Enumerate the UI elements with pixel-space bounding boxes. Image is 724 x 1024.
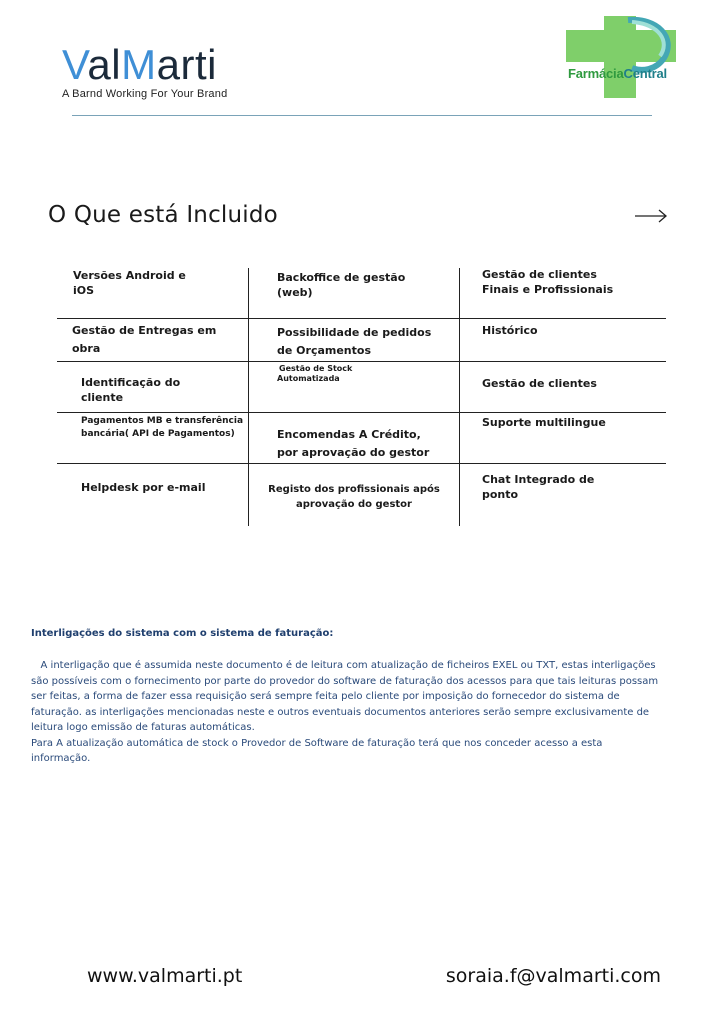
feature-line: Backoffice de gestão (277, 271, 406, 284)
feature-cell (482, 376, 597, 391)
feature-line: Suporte multilingue (482, 416, 606, 429)
feature-line: Finais e Profissionais (482, 283, 614, 296)
grid-hline-3 (57, 412, 666, 413)
feature-line: Registo dos profissionais após (268, 484, 440, 495)
feature-cell (81, 375, 180, 405)
feature-line: (web) (277, 286, 313, 299)
brand-letter-m: M (121, 41, 157, 88)
feature-line: Gestão de Entregas em (72, 324, 217, 337)
grid-hline-4 (57, 463, 666, 464)
header-divider (72, 115, 652, 116)
feature-cell (73, 268, 186, 298)
feature-line: ponto (482, 488, 519, 501)
feature-line: Helpdesk por e-mail (81, 481, 206, 494)
integration-paragraph (31, 658, 691, 767)
grid-vline-1 (248, 268, 249, 526)
paragraph-line: ser feitas, a forma de fazer essa requisição será sempre feita pelo cliente por imposição do fornecedor do sistema de (31, 691, 620, 702)
feature-line: Identificação do (81, 376, 181, 389)
feature-cell (482, 415, 606, 430)
feature-line: cliente (81, 391, 124, 404)
paragraph-line: informação. (31, 753, 91, 764)
feature-line: Chat Integrado de (482, 473, 595, 486)
brand-name (62, 41, 227, 88)
footer-website-link[interactable]: www.valmarti.pt (87, 965, 243, 987)
paragraph-line: A interligação que é assumida neste documento é de leitura com atualização de ficheiros EXEL ou TXT, estas interligações (31, 660, 656, 671)
brand-letter-v: V (62, 41, 88, 88)
grid-hline-2 (57, 361, 666, 362)
feature-line: Gestão de clientes (482, 268, 597, 281)
section-title: O Que está Incluido (48, 202, 278, 228)
arrow-right-icon (634, 208, 668, 224)
feature-line: Histórico (482, 324, 538, 337)
paragraph-line: leitura logo emissão de faturas automáticas. (31, 722, 255, 733)
feature-cell (277, 426, 429, 462)
feature-line: Gestão de Stock (279, 364, 353, 373)
feature-cell (482, 323, 538, 338)
partner-name (568, 66, 667, 81)
feature-cell (254, 482, 454, 512)
feature-line: Automatizada (277, 374, 340, 383)
brand-logo (62, 41, 228, 100)
feature-cell (277, 270, 405, 300)
partner-name-part2: Central (623, 66, 667, 81)
feature-cell (81, 480, 205, 495)
feature-line: iOS (73, 284, 95, 297)
brand-letters-arti: arti (156, 41, 217, 88)
feature-cell (277, 324, 431, 360)
feature-line: obra (72, 342, 101, 355)
partner-name-part1: Farmácia (568, 66, 624, 81)
feature-cell (279, 364, 352, 384)
feature-line: por aprovação do gestor (277, 446, 430, 459)
feature-cell (72, 322, 216, 358)
integration-heading: Interligações do sistema com o sistema de faturação: (31, 628, 334, 639)
feature-line: Possibilidade de pedidos (277, 326, 432, 339)
feature-line: de Orçamentos (277, 344, 371, 357)
feature-cell (482, 267, 613, 297)
feature-line: bancária( API de Pagamentos) (81, 429, 235, 439)
feature-line: aprovação do gestor (296, 499, 412, 510)
paragraph-line: faturação. as interligações mencionadas neste e outros eventuais documentos anteriores serão sempre exclusivamente de (31, 706, 650, 718)
footer-email-link[interactable]: soraia.f@valmarti.com (445, 965, 661, 987)
paragraph-line: são possíveis com o fornecimento por parte do provedor do software de faturação dos acessos para que tais leituras possam (31, 675, 659, 687)
feature-line: Versões Android e (73, 269, 186, 282)
paragraph-line: Para A atualização automática de stock o Provedor de Software de faturação terá que nos conceder acesso a esta (31, 737, 603, 749)
feature-line: Pagamentos MB e transferência (81, 416, 244, 426)
grid-vline-2 (459, 268, 460, 526)
feature-line: Encomendas A Crédito, (277, 428, 421, 441)
feature-line: Gestão de clientes (482, 377, 597, 390)
grid-hline-1 (57, 318, 666, 319)
brand-letters-al: al (87, 41, 122, 88)
feature-cell (482, 472, 594, 502)
brand-tagline: A Barnd Working For Your Brand (62, 88, 228, 100)
pharmacy-cross-icon (566, 16, 676, 98)
feature-cell (81, 415, 243, 441)
